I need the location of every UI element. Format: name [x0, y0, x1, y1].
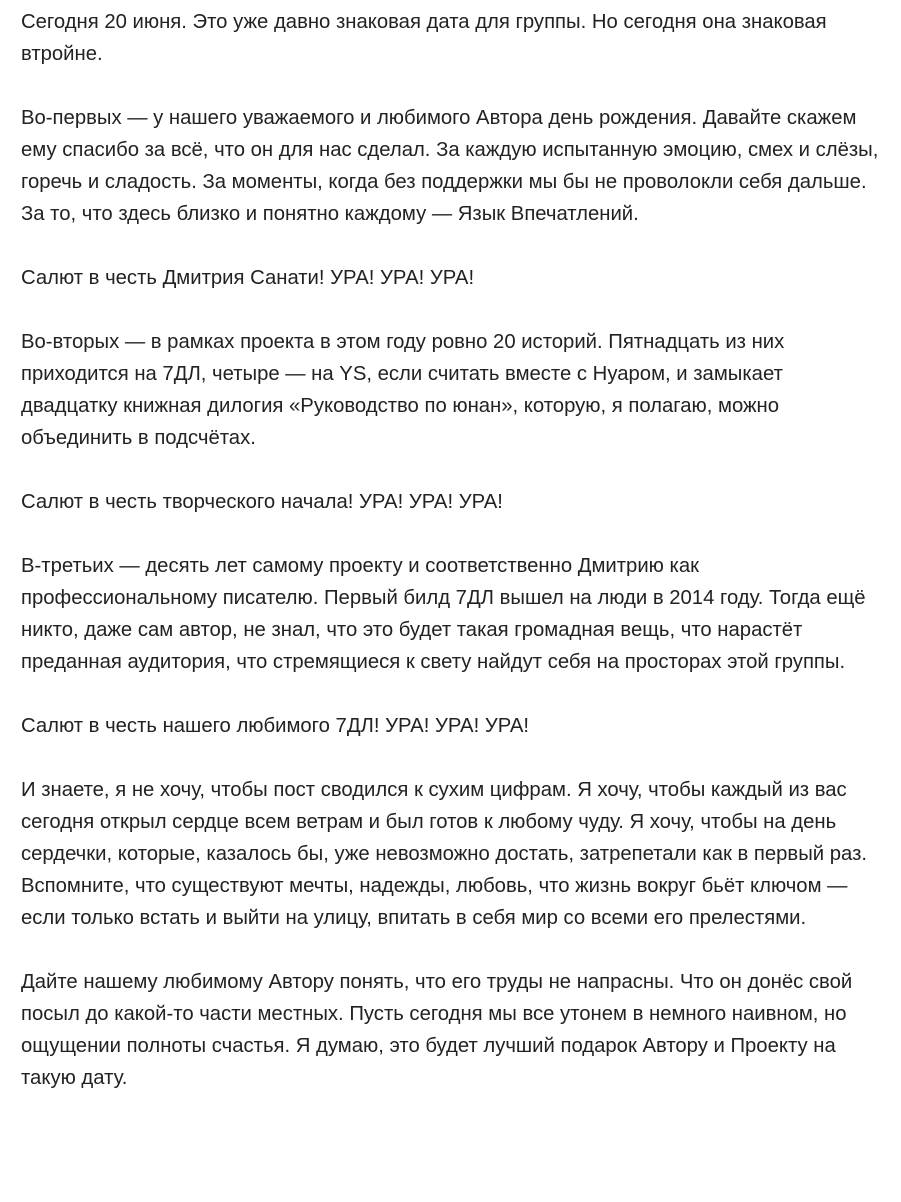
post-paragraph: Салют в честь творческого начала! УРА! УРА! УРА!	[21, 491, 503, 513]
post-paragraph: Салют в честь Дмитрия Санати! УРА! УРА! УРА!	[21, 267, 475, 289]
post-paragraph: Салют в честь нашего любимого 7ДЛ! УРА! УРА! УРА!	[21, 715, 530, 737]
post-paragraph: Сегодня 20 июня. Это уже давно знаковая дата для группы. Но сегодня она знаковая втройне.	[21, 11, 827, 65]
post-paragraph: Дайте нашему любимому Автору понять, что его труды не напрасны. Что он донёс свой посыл до какой-то части местных. Пусть сегодня мы все утонем в немного наивном, но ощущении полноты счастья. Я думаю, это будет лучший подарок Автору и Проекту на такую дату.	[21, 971, 853, 1089]
post-paragraph: Во-вторых — в рамках проекта в этом году ровно 20 историй. Пятнадцать из них приходится на 7ДЛ, четыре — на YS, если считать вместе с Нуаром, и замыкает двадцатку книжная дилогия «Руководство по юнан», которую, я полагаю, можно объединить в подсчётах.	[21, 331, 785, 449]
post-body	[21, 6, 881, 1094]
post-paragraph: Во-первых — у нашего уважаемого и любимого Автора день рождения. Давайте скажем ему спасибо за всё, что он для нас сделал. За каждую испытанную эмоцию, смех и слёзы, горечь и сладость. За моменты, когда без поддержки мы бы не проволокли себя дальше. За то, что здесь близко и понятно каждому — Язык Впечатлений.	[21, 107, 879, 225]
post-paragraph: И знаете, я не хочу, чтобы пост сводился к сухим цифрам. Я хочу, чтобы каждый из вас сегодня открыл сердце всем ветрам и был готов к любому чуду. Я хочу, чтобы на день сердечки, которые, казалось бы, уже невозможно достать, затрепетали как в первый раз. Вспомните, что существуют мечты, надежды, любовь, что жизнь вокруг бьёт ключом — если только встать и выйти на улицу, впитать в себя мир со всеми его прелестями.	[21, 779, 868, 929]
post-paragraph: В-третьих — десять лет самому проекту и соответственно Дмитрию как профессиональному писателю. Первый билд 7ДЛ вышел на люди в 2014 году. Тогда ещё никто, даже сам автор, не знал, что это будет такая громадная вещь, что нарастёт преданная аудитория, что стремящиеся к свету найдут себя на просторах этой группы.	[21, 555, 866, 673]
